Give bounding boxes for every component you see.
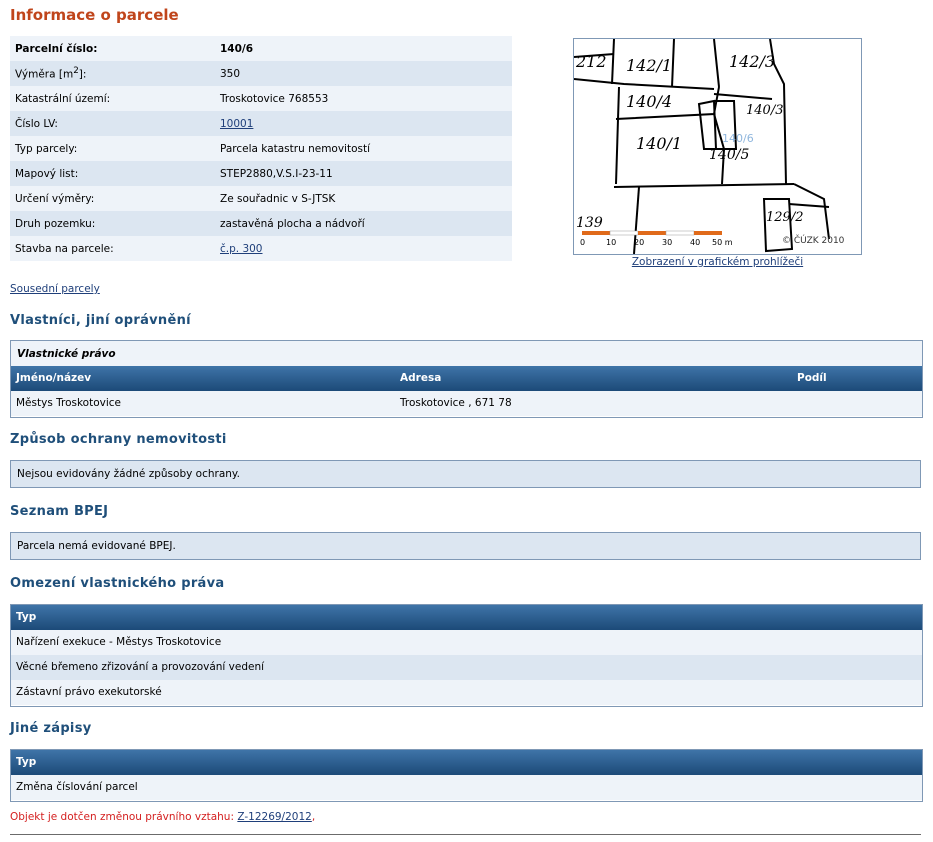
restriction-type: Věcné břemeno zřizování a provozování vedení: [16, 661, 265, 673]
row-label: Druh pozemku:: [10, 211, 215, 236]
row-label: Typ parcely:: [10, 136, 215, 161]
bpej-section-title: Seznam BPEJ: [10, 504, 109, 519]
parcel-row-building: [10, 236, 512, 261]
parcel-row-type: [10, 136, 512, 161]
parcel-label: 140/1: [636, 134, 683, 153]
row-label-area: Výměra $[m^2]$:: [10, 61, 215, 86]
col-header-share: Podíl: [797, 372, 827, 384]
scale-tick: 50 m: [712, 238, 733, 247]
cadastral-map-thumbnail[interactable]: [573, 38, 862, 255]
graphic-viewer-link[interactable]: Zobrazení v grafickém prohlížeči: [631, 256, 804, 268]
restrictions-header-row: [11, 605, 922, 630]
table-row: [11, 655, 922, 680]
table-row: [11, 680, 922, 705]
footer-divider: [10, 834, 921, 835]
restriction-type: Nařízení exekuce - Městys Troskotovice: [16, 636, 222, 648]
other-header-row: [11, 750, 922, 775]
highlight-parcel-label: 140/6: [722, 132, 754, 145]
cadastral-map-image: [574, 39, 861, 254]
other-record-type: Změna číslování parcel: [16, 781, 138, 793]
restrictions-section-title: Omezení vlastnického práva: [10, 576, 225, 591]
parcel-label: 212: [576, 52, 607, 71]
map-scale-bar: [580, 231, 733, 247]
lv-number-link[interactable]: 10001: [220, 117, 254, 130]
parcel-row-lv: [10, 111, 512, 136]
col-header-type: Typ: [16, 611, 37, 623]
map-copyright: © ČÚZK 2010: [782, 236, 845, 246]
protection-box: [10, 460, 921, 488]
parcel-label: 142/1: [626, 56, 673, 75]
protection-text: Nejsou evidovány žádné způsoby ochrany.: [17, 468, 240, 480]
scale-tick: 40: [690, 238, 701, 247]
scale-segment: [582, 231, 610, 235]
bpej-text: Parcela nemá evidované BPEJ.: [17, 540, 176, 552]
row-label: Stavba na parcele:: [10, 236, 215, 261]
parcel-label: 140/4: [626, 92, 673, 111]
table-row: [11, 391, 922, 416]
col-header-address: Adresa: [400, 372, 442, 384]
col-header-name: Jméno/název: [16, 372, 92, 384]
other-records-table: [10, 749, 923, 802]
scale-tick: 10: [606, 238, 617, 247]
ownership-subtitle: Vlastnické právo: [11, 341, 922, 366]
row-value-cell: [215, 236, 512, 261]
building-link[interactable]: č.p. 300: [220, 242, 263, 255]
parcel-info-table: [10, 36, 512, 261]
parcel-row-land-type: [10, 211, 512, 236]
col-header-type: Typ: [16, 756, 37, 768]
row-label: Určení výměry:: [10, 186, 215, 211]
change-notice-text: Objekt je dotčen změnou právního vztahu:: [10, 811, 235, 823]
owner-address: Troskotovice , 671 78: [400, 397, 512, 409]
change-notice-suffix: ,: [311, 811, 316, 823]
scale-segment: [638, 231, 666, 235]
parcel-label: 140/3: [746, 103, 784, 118]
scale-segment: [610, 231, 638, 235]
owners-table: [10, 340, 923, 418]
bpej-box: [10, 532, 921, 560]
scale-segment: [694, 231, 722, 235]
parcel-row-map-sheet: [10, 161, 512, 186]
row-label: Parcelní číslo:: [10, 36, 215, 61]
scale-segment: [666, 231, 694, 235]
row-value: zastavěná plocha a nádvoří: [215, 211, 512, 236]
restriction-type: Zástavní právo exekutorské: [16, 686, 162, 698]
row-label: Číslo LV:: [10, 111, 215, 136]
protection-section-title: Způsob ochrany nemovitosti: [10, 432, 227, 447]
owners-header-row: [11, 366, 922, 391]
parcel-row-area-method: [10, 186, 512, 211]
change-notice: [10, 811, 315, 823]
restrictions-table: [10, 604, 923, 707]
row-value: Ze souřadnic v S-JTSK: [215, 186, 512, 211]
scale-tick: 0: [580, 238, 586, 247]
row-label: Katastrální území:: [10, 86, 215, 111]
scale-tick: 20: [634, 238, 645, 247]
owners-section-title: Vlastníci, jiní oprávnění: [10, 313, 191, 328]
change-record-link[interactable]: Z-12269/2012: [237, 811, 312, 823]
row-value: 140/6: [215, 36, 512, 61]
table-row: [11, 775, 922, 800]
neighbors-link-wrap: [10, 283, 100, 295]
parcel-row-area: [10, 61, 512, 86]
row-value-cell: [215, 111, 512, 136]
parcel-label: 140/5: [709, 147, 750, 163]
row-value: Troskotovice 768553: [215, 86, 512, 111]
neighbor-parcels-link[interactable]: Sousední parcely: [10, 283, 100, 295]
page-title: Informace o parcele: [10, 6, 179, 24]
parcel-label: 129/2: [766, 210, 804, 225]
scale-tick: 30: [662, 238, 673, 247]
table-row: [11, 630, 922, 655]
row-value: STEP2880,V.S.I-23-11: [215, 161, 512, 186]
row-value: Parcela katastru nemovitostí: [215, 136, 512, 161]
parcel-label: 142/3: [729, 52, 776, 71]
row-value: 350: [215, 61, 512, 86]
parcel-label: 139: [576, 215, 603, 231]
owner-name: Městys Troskotovice: [16, 397, 122, 409]
map-link-wrap: [573, 256, 862, 268]
parcel-row-cadastral: [10, 86, 512, 111]
other-records-section-title: Jiné zápisy: [10, 721, 92, 736]
parcel-row-number: [10, 36, 512, 61]
row-label: Mapový list:: [10, 161, 215, 186]
